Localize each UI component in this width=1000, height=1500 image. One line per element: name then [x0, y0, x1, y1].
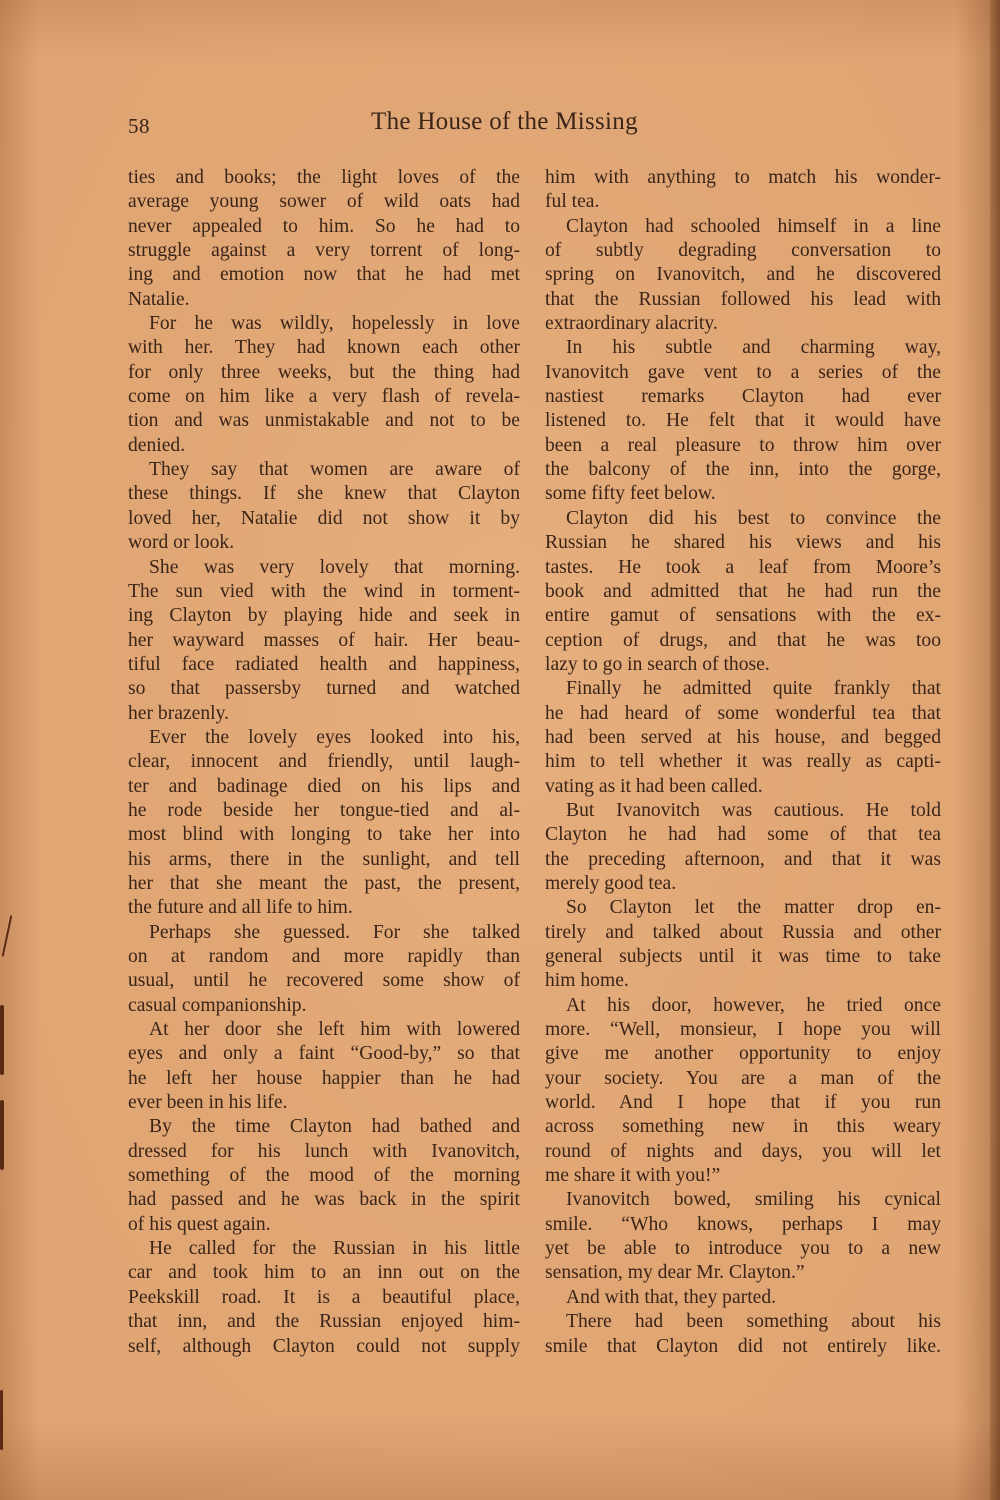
text-line: some fifty feet below. [545, 483, 716, 505]
text-line: tastes. He took a leaf from Moore’s [545, 556, 941, 578]
page-number: 58 [128, 114, 150, 138]
text-line: dressed for his lunch with Ivanovitch, [128, 1140, 520, 1162]
text-line: more. “Well, monsieur, I hope you will [545, 1019, 941, 1041]
text-line: The sun vied with the wind in torment- [128, 580, 520, 602]
text-line: most blind with longing to take her into [128, 824, 520, 846]
text-line: car and took him to an inn out on the [128, 1262, 520, 1284]
text-line: Ever the lovely eyes looked into his, [149, 726, 520, 748]
text-line: average young sower of wild oats had [128, 191, 520, 213]
binding-mark [0, 1100, 4, 1170]
text-line: ful tea. [545, 191, 600, 213]
text-line: come on him like a very flash of revela- [128, 386, 520, 408]
binding-mark [0, 1005, 4, 1075]
text-line: he had heard of some wonderful tea that [545, 702, 941, 724]
text-line: ties and books; the light loves of the [128, 167, 520, 188]
text-line: the future and all life to him. [128, 897, 353, 919]
text-line: There had been something about his [566, 1311, 941, 1333]
text-line: Peekskill road. It is a beautiful place, [128, 1286, 520, 1308]
text-line: denied. [128, 434, 186, 456]
text-line: him to tell whether it was really as capti- [545, 751, 941, 773]
text-line: of subtly degrading conversation to [545, 240, 941, 262]
text-line: been a real pleasure to throw him over [545, 434, 941, 456]
text-column-left [128, 166, 520, 1359]
text-line: yet be able to introduce you to a new [545, 1238, 941, 1260]
text-line: entire gamut of sensations with the ex- [545, 605, 941, 627]
text-line: never appealed to him. So he had to [128, 215, 520, 237]
text-line: ever been in his life. [128, 1092, 288, 1114]
text-line: something of the mood of the morning [128, 1165, 520, 1187]
text-line: so that passersby turned and watched [128, 678, 520, 700]
text-line: of his quest again. [128, 1213, 271, 1235]
text-line: her wayward masses of hair. Her beau- [128, 629, 520, 651]
text-column-right [545, 166, 941, 1359]
text-line: tiful face radiated health and happiness, [128, 653, 520, 675]
text-line: loved her, Natalie did not show it by [128, 507, 520, 529]
text-line: At his door, however, he tried once [566, 994, 941, 1016]
running-title: The House of the Missing [371, 108, 638, 135]
text-line: tirely and talked about Russia and other [545, 921, 941, 943]
text-line: book and admitted that he had run the [545, 580, 941, 602]
text-line: ter and badinage died on his lips and [128, 775, 520, 797]
text-line: he left her house happier than he had [128, 1067, 520, 1089]
binding-mark [0, 1390, 3, 1450]
text-line: usual, until he recovered some show of [128, 970, 520, 992]
text-line: lazy to go in search of those. [545, 653, 770, 675]
text-line: extraordinary alacrity. [545, 313, 718, 335]
text-line: merely good tea. [545, 872, 677, 894]
text-line: So Clayton let the matter drop en- [566, 897, 941, 919]
text-line: At her door she left him with lowered [149, 1019, 520, 1041]
text-line: eyes and only a faint “Good-by,” so that [128, 1043, 520, 1065]
text-line: across something new in this weary [545, 1116, 941, 1138]
text-line: smile that Clayton did not entirely like. [545, 1335, 941, 1357]
text-line: Ivanovitch bowed, smiling his cynical [566, 1189, 941, 1211]
text-line: struggle against a very torrent of long- [128, 240, 520, 262]
text-line: They say that women are aware of [149, 459, 520, 481]
text-line: these things. If she knew that Clayton [128, 483, 520, 505]
text-line: round of nights and days, you will let [545, 1140, 941, 1162]
text-line: casual companionship. [128, 994, 307, 1016]
text-line: And with that, they parted. [566, 1286, 777, 1308]
text-line: his arms, there in the sunlight, and tell [128, 848, 520, 870]
text-line: nastiest remarks Clayton had ever [545, 386, 941, 408]
text-line: Natalie. [128, 288, 190, 310]
text-line: He called for the Russian in his little [149, 1238, 520, 1260]
text-line: that inn, and the Russian enjoyed him- [128, 1311, 520, 1333]
text-line: Clayton had schooled himself in a line [566, 215, 941, 237]
text-line: the preceding afternoon, and that it was [545, 848, 941, 870]
text-line: with her. They had known each other [128, 337, 520, 359]
text-line: Clayton he had had some of that tea [545, 824, 941, 846]
text-line: Perhaps she guessed. For she talked [149, 921, 520, 943]
text-line: ception of drugs, and that he was too [545, 629, 941, 651]
text-line: him with anything to match his wonder- [545, 167, 941, 188]
text-line: on at random and more rapidly than [128, 946, 520, 967]
text-line: for only three weeks, but the thing had [128, 361, 520, 383]
text-line: had been served at his house, and begged [545, 726, 941, 748]
text-line: clear, innocent and friendly, until laugh- [128, 751, 520, 773]
text-line: that the Russian followed his lead with [545, 288, 941, 310]
page-edge-shadow [990, 0, 1000, 1500]
text-line: Finally he admitted quite frankly that [566, 678, 941, 700]
text-line: Ivanovitch gave vent to a series of the [545, 361, 941, 383]
text-line: In his subtle and charming way, [566, 337, 941, 359]
text-line: tion and was unmistakable and not to be [128, 410, 520, 432]
text-line: her brazenly. [128, 702, 229, 724]
text-line: me share it with you!” [545, 1165, 721, 1187]
text-line: general subjects until it was time to take [545, 946, 941, 967]
text-line: her that she meant the past, the present, [128, 872, 520, 894]
text-line: But Ivanovitch was cautious. He told [566, 799, 941, 821]
text-line: By the time Clayton had bathed and [149, 1116, 520, 1138]
text-line: give me another opportunity to enjoy [545, 1043, 941, 1065]
page-header [128, 108, 948, 148]
text-line: world. And I hope that if you run [545, 1092, 941, 1114]
text-line: She was very lovely that morning. [149, 556, 520, 578]
text-line: smile. “Who knows, perhaps I may [545, 1213, 941, 1235]
text-line: vating as it had been called. [545, 775, 763, 797]
text-line: him home. [545, 970, 629, 992]
text-line: had passed and he was back in the spirit [128, 1189, 520, 1211]
text-line: word or look. [128, 532, 235, 554]
text-line: the balcony of the inn, into the gorge, [545, 459, 941, 481]
text-line: your society. You are a man of the [545, 1067, 941, 1089]
text-line: listened to. He felt that it would have [545, 410, 941, 432]
text-line: For he was wildly, hopelessly in love [149, 313, 520, 335]
text-line: ing and emotion now that he had met [128, 264, 520, 286]
text-line: he rode beside her tongue-tied and al- [128, 799, 520, 821]
text-line: Clayton did his best to convince the [566, 507, 941, 529]
text-line: self, although Clayton could not supply [128, 1335, 520, 1357]
text-line: spring on Ivanovitch, and he discovered [545, 264, 941, 286]
text-line: sensation, my dear Mr. Clayton.” [545, 1262, 805, 1284]
text-line: ing Clayton by playing hide and seek in [128, 605, 520, 627]
text-line: Russian he shared his views and his [545, 532, 941, 554]
